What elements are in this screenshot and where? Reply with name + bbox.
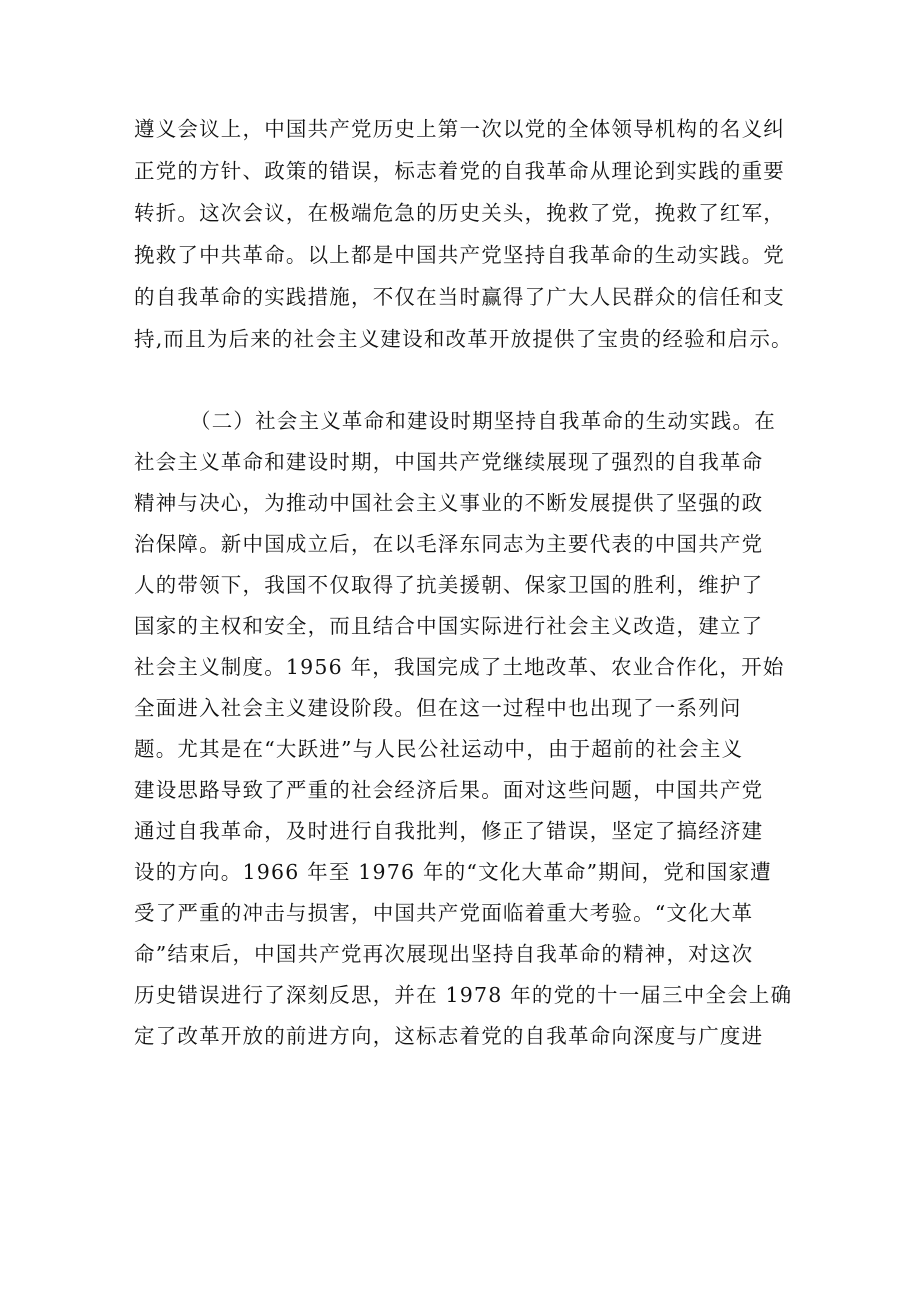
text-line: 正党的方针、政策的错误，标志着党的自我革命从理论到实践的重要 [134,159,785,183]
text-line: 全面进入社会主义建设阶段。但在这一过程中也出现了一系列问 [134,696,742,720]
text-line: 持,而且为后来的社会主义建设和改革开放提供了宝贵的经验和启示。 [134,327,793,351]
text-line: （二）社会主义革命和建设时期坚持自我革命的生动实践。在 [190,409,776,433]
text-line: 精神与决心，为推动中国社会主义事业的不断发展提供了坚强的政 [134,491,764,515]
text-line: 国家的主权和安全，而且结合中国实际进行社会主义改造，建立了 [134,614,764,638]
text-line: 转折。这次会议，在极端危急的历史关头，挽救了党，挽救了红军， [134,201,785,225]
text-line: 通过自我革命，及时进行自我批判，修正了错误，坚定了搞经济建 [134,819,764,843]
text-line: 建设思路导致了严重的社会经济后果。面对这些问题，中国共产党 [134,778,764,802]
text-line: 设的方向。1966 年至 1976 年的“文化大革命”期间，党和国家遭 [134,860,772,884]
text-line: 社会主义制度。1956 年，我国完成了土地改革、农业合作化，开始 [134,655,785,679]
text-line: 治保障。新中国成立后，在以毛泽东同志为主要代表的中国共产党 [134,532,764,556]
text-line: 受了严重的冲击与损害，中国共产党面临着重大考验。“文化大革 [134,901,754,925]
text-line: 历史错误进行了深刻反思，并在 1978 年的党的十一届三中全会上确 [134,983,793,1007]
text-line: 社会主义革命和建设时期，中国共产党继续展现了强烈的自我革命 [134,450,764,474]
text-line: 人的带领下，我国不仅取得了抗美援朝、保家卫国的胜利，维护了 [134,573,764,597]
text-line: 遵义会议上，中国共产党历史上第一次以党的全体领导机构的名义纠 [134,117,785,141]
text-line: 挽救了中共革命。以上都是中国共产党坚持自我革命的生动实践。党 [134,243,785,267]
text-line: 题。尤其是在“大跃进”与人民公社运动中，由于超前的社会主义 [134,737,744,761]
text-line: 定了改革开放的前进方向，这标志着党的自我革命向深度与广度进 [134,1024,764,1048]
text-line: 的自我革命的实践措施，不仅在当时赢得了广大人民群众的信任和支 [134,285,785,309]
text-line: 命”结束后，中国共产党再次展现出坚持自我革命的精神，对这次 [134,942,754,966]
